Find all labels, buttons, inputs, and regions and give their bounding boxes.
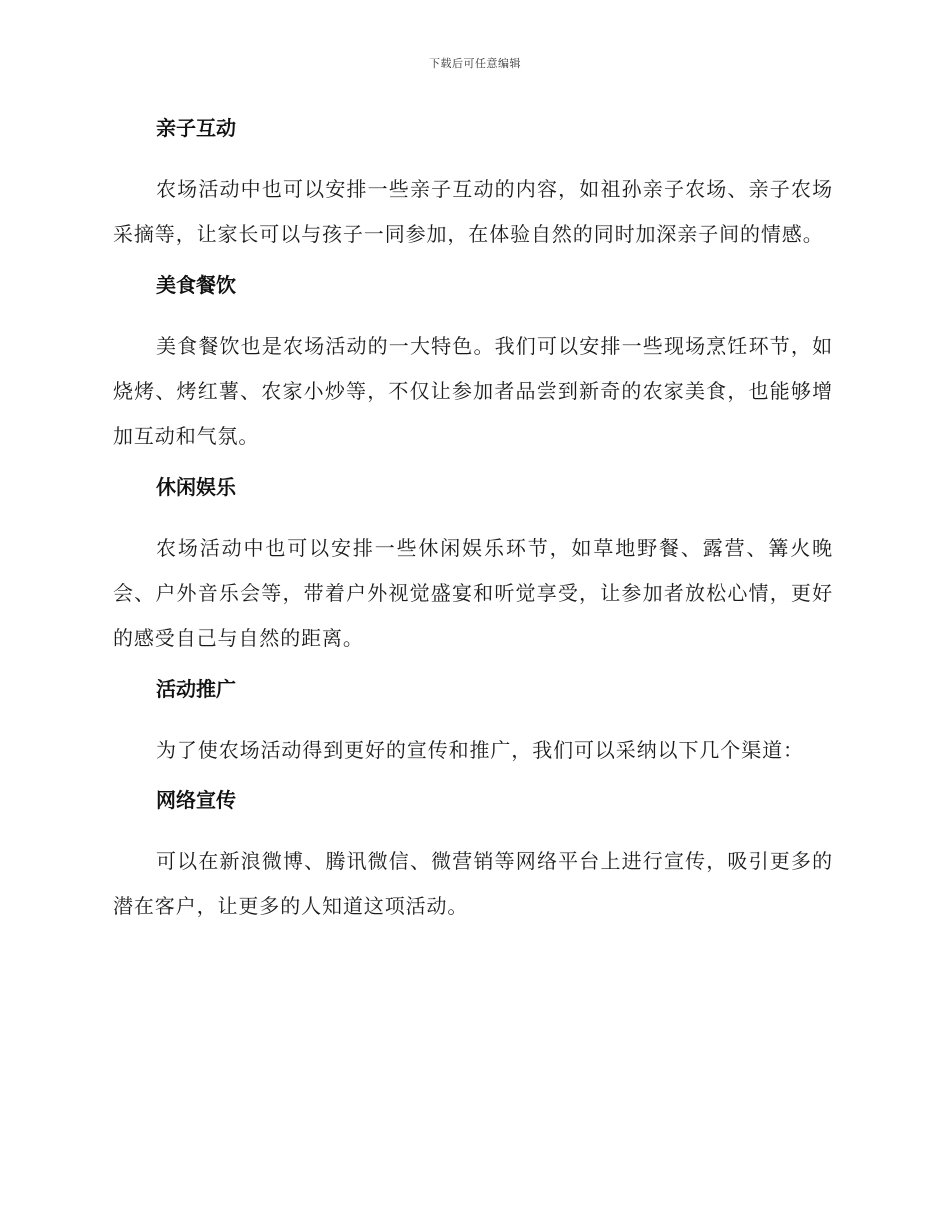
section-paragraph: 农场活动中也可以安排一些休闲娱乐环节，如草地野餐、露营、篝火晚会、户外音乐会等，带着户外视觉盛宴和听觉享受，让参加者放松心情，更好的感受自己与自然的距离。 (113, 536, 833, 650)
header-note: 下载后可任意编辑 (429, 57, 521, 70)
section-paragraph: 美食餐饮也是农场活动的一大特色。我们可以安排一些现场烹饪环节，如烧烤、烤红薯、农家小炒等，不仅让参加者品尝到新奇的农家美食，也能够增加互动和气氛。 (113, 334, 833, 448)
section-heading: 休闲娱乐 (156, 475, 236, 499)
section-heading: 亲子互动 (156, 116, 236, 140)
section-paragraph: 为了使农场活动得到更好的宣传和推广，我们可以采纳以下几个渠道： (156, 738, 804, 762)
section-paragraph: 可以在新浪微博、腾讯微信、微营销等网络平台上进行宣传，吸引更多的潜在客户，让更多的人知道这项活动。 (113, 849, 833, 918)
section-heading: 网络宣传 (156, 788, 236, 812)
section-paragraph: 农场活动中也可以安排一些亲子互动的内容，如祖孙亲子农场、亲子农场采摘等，让家长可以与孩子一同参加，在体验自然的同时加深亲子间的情感。 (113, 177, 833, 246)
document-body (113, 112, 833, 941)
section-heading: 美食餐饮 (156, 273, 236, 297)
section-heading: 活动推广 (156, 677, 236, 701)
